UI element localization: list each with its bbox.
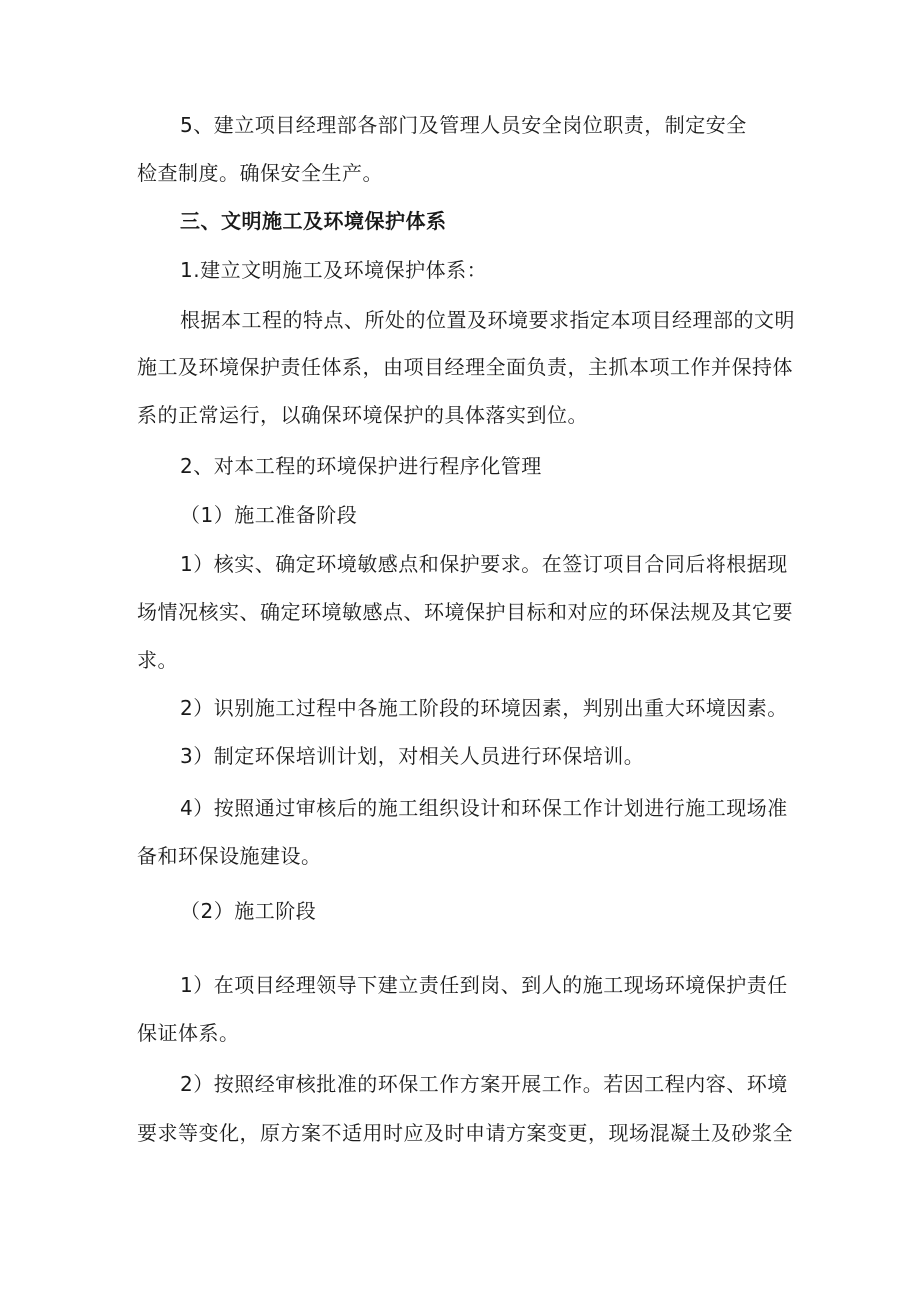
section-heading: 三、文明施工及环境保护体系 <box>180 209 447 233</box>
stage-heading: （1）施工准备阶段 <box>180 503 358 527</box>
paragraph-line: 4）按照通过审核后的施工组织设计和环保工作计划进行施工现场准 <box>180 796 788 820</box>
paragraph-line: 1）在项目经理领导下建立责任到岗、到人的施工现场环境保护责任 <box>180 973 788 997</box>
paragraph-line: 系的正常运行，以确保环境保护的具体落实到位。 <box>137 403 588 427</box>
paragraph-line: 2）按照经审核批准的环保工作方案开展工作。若因工程内容、环境 <box>180 1072 788 1096</box>
paragraph-line: 5、建立项目经理部各部门及管理人员安全岗位职责，制定安全 <box>180 113 747 137</box>
paragraph-line: 保证体系。 <box>137 1021 240 1045</box>
paragraph-line: 备和环保设施建设。 <box>137 844 322 868</box>
subsection-heading: 2、对本工程的环境保护进行程序化管理 <box>180 454 542 478</box>
paragraph-line: 3）制定环保培训计划，对相关人员进行环保培训。 <box>180 744 645 768</box>
paragraph-line: 根据本工程的特点、所处的位置及环境要求指定本项目经理部的文明 <box>180 308 795 332</box>
subsection-heading: 1.建立文明施工及环境保护体系： <box>180 258 488 282</box>
paragraph-line: 场情况核实、确定环境敏感点、环境保护目标和对应的环保法规及其它要 <box>137 600 793 624</box>
paragraph-line: 1）核实、确定环境敏感点和保护要求。在签订项目合同后将根据现 <box>180 552 788 576</box>
paragraph-line: 2）识别施工过程中各施工阶段的环境因素，判别出重大环境因素。 <box>180 696 788 720</box>
paragraph-line: 求。 <box>137 648 178 672</box>
paragraph-line: 要求等变化，原方案不适用时应及时申请方案变更，现场混凝土及砂浆全 <box>137 1121 793 1145</box>
stage-heading: （2）施工阶段 <box>180 899 317 923</box>
paragraph-line: 检查制度。确保安全生产。 <box>137 161 383 185</box>
paragraph-line: 施工及环境保护责任体系，由项目经理全面负责，主抓本项工作并保持体 <box>137 355 793 379</box>
